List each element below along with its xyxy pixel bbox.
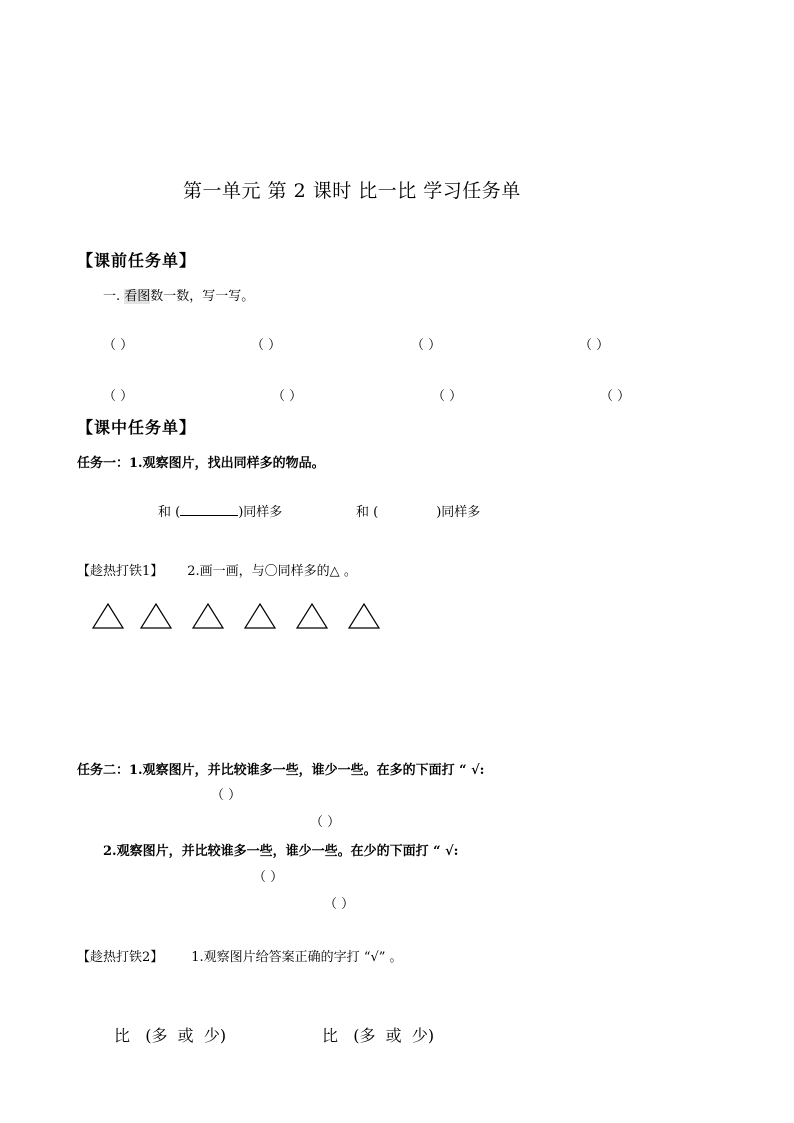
answer-blank[interactable]: （ ） [103,389,134,404]
answer-blank[interactable]: （ ） [324,897,355,912]
same-label: )同样多 [238,505,283,520]
practice-text: 2.画一画，与〇同样多的△ 。 [187,564,357,579]
answer-blank[interactable]: （ ） [251,338,282,353]
same-amount-pair-1 [158,501,282,520]
answer-line[interactable] [180,503,238,516]
answer-blank[interactable]: （ ） [579,338,610,353]
highlighted-text: 看图 [124,289,151,304]
answer-blank[interactable]: （ ） [411,338,442,353]
answer-blank[interactable]: （ ） [272,389,303,404]
practice-text: 1.观察图片给答案正确的字打 “√” 。 [191,950,403,965]
and-label: 和 ( [356,505,379,520]
question-text: 数一数，写一写。 [150,289,255,304]
compare-choice-1[interactable]: 比 (多 或 少) [114,1026,227,1045]
triangle-icon [92,603,124,629]
task-two-instruction: 任务二：1.观察图片，并比较谁多一些，谁少一些。在多的下面打 “ √: [77,763,485,778]
triangle-icon [192,603,224,629]
task-one-instruction: 任务一：1.观察图片，找出同样多的物品。 [77,456,325,471]
question-number: 一. [103,289,125,304]
answer-blank[interactable]: （ ） [103,338,134,353]
same-label: )同样多 [436,505,481,520]
practice-1 [77,560,357,579]
triangle-icon [296,603,328,629]
answer-blank[interactable]: （ ） [211,788,242,803]
compare-choice-2[interactable]: 比 (多 或 少) [322,1026,435,1045]
practice-tag: 【趁热打铁2】 [77,950,164,965]
practice-2 [77,946,403,965]
triangle-icon [348,603,380,629]
triangle-icon [244,603,276,629]
pre-class-question-1 [103,285,254,304]
answer-blank[interactable]: （ ） [600,389,631,404]
practice-tag: 【趁热打铁1】 [77,564,164,579]
and-label: 和 ( [158,505,181,520]
pre-class-heading: 【课前任务单】 [77,251,197,270]
triangle-icon [140,603,172,629]
same-amount-pair-2 [356,501,480,520]
in-class-heading: 【课中任务单】 [77,418,197,437]
answer-blank[interactable]: （ ） [310,815,341,830]
answer-space[interactable] [378,504,436,516]
answer-blank[interactable]: （ ） [253,870,284,885]
page-title: 第一单元 第 2 课时 比一比 学习任务单 [183,180,521,202]
answer-blank[interactable]: （ ） [432,389,463,404]
task-two-part-2-instruction: 2.观察图片，并比较谁多一些，谁少一些。在少的下面打 “ √: [103,844,459,859]
